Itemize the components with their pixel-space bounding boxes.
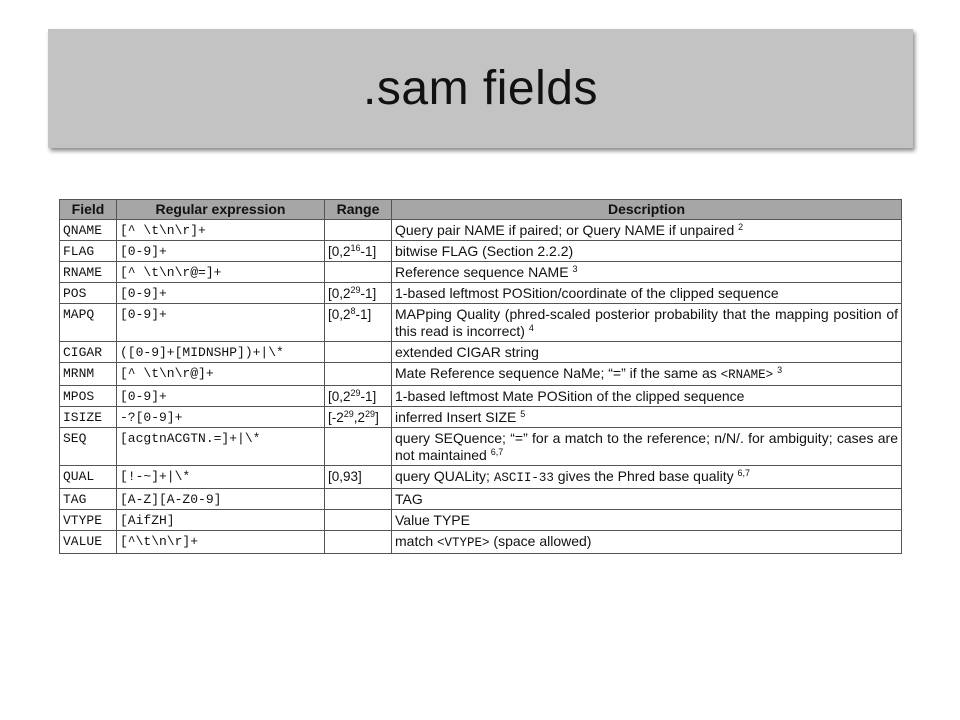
range-exponent: 29 [350, 388, 361, 398]
field-name: POS [60, 283, 117, 304]
field-regex: [acgtnACGTN.=]+|\* [117, 428, 325, 466]
field-description [392, 262, 902, 283]
title-banner [48, 29, 913, 148]
field-regex: ([0-9]+[MIDNSHP])+|\* [117, 342, 325, 363]
range-tail: -1] [355, 307, 372, 322]
field-range [325, 262, 392, 283]
header-range: Range [325, 200, 392, 220]
table-row [60, 510, 902, 531]
table-row [60, 466, 902, 489]
header-field: Field [60, 200, 117, 220]
field-range [325, 386, 392, 407]
range-tail: -1] [360, 244, 377, 259]
range-base: [0,2 [328, 286, 351, 301]
description-text: query QUALity; [395, 468, 494, 484]
field-regex: [^ \t\n\r@]+ [117, 363, 325, 386]
range-tail: ] [375, 410, 379, 425]
field-range [325, 428, 392, 466]
description-text: inferred Insert SIZE [395, 409, 517, 425]
field-name: SEQ [60, 428, 117, 466]
description-text: gives the Phred base quality [553, 468, 734, 484]
range-tail: -1] [360, 286, 377, 301]
field-name: MPOS [60, 386, 117, 407]
footnote-ref: 2 [738, 222, 744, 232]
description-code: <VTYPE> [437, 536, 490, 550]
description-code: <RNAME> [720, 368, 774, 382]
field-name: VALUE [60, 531, 117, 554]
range-tail: -1] [360, 389, 377, 404]
field-range [325, 407, 392, 428]
table-row [60, 407, 902, 428]
footnote-ref: 3 [777, 365, 783, 375]
table-row [60, 220, 902, 241]
field-range [325, 241, 392, 262]
field-description: bitwise FLAG (Section 2.2.2) [392, 241, 902, 262]
table-row [60, 262, 902, 283]
description-text: (space allowed) [489, 533, 592, 549]
field-range: [0,93] [325, 466, 392, 489]
range-exponent: 29 [365, 409, 376, 419]
field-name: QUAL [60, 466, 117, 489]
field-regex: -?[0-9]+ [117, 407, 325, 428]
range-exponent: 29 [350, 285, 361, 295]
description-text: MAPping Quality (phred-scaled posterior probability that the mapping position of this read is incorrect) [395, 306, 898, 339]
footnote-ref: 6,7 [737, 468, 751, 478]
header-description: Description [392, 200, 902, 220]
field-description: extended CIGAR string [392, 342, 902, 363]
description-text: query SEQuence; “=” for a match to the reference; n/N/. for ambiguity; cases are not maintained [395, 430, 898, 463]
field-name: FLAG [60, 241, 117, 262]
table-row [60, 428, 902, 466]
field-description [392, 220, 902, 241]
footnote-ref: 3 [572, 264, 578, 274]
field-name: RNAME [60, 262, 117, 283]
field-range [325, 510, 392, 531]
field-regex: [A-Z][A-Z0-9] [117, 489, 325, 510]
table-row [60, 241, 902, 262]
table-row [60, 342, 902, 363]
description-text: Query pair NAME if paired; or Query NAME if unpaired [395, 222, 735, 238]
table-row [60, 531, 902, 554]
table-row [60, 386, 902, 407]
field-regex: [^\t\n\r]+ [117, 531, 325, 554]
field-range [325, 283, 392, 304]
sam-fields-table [59, 199, 902, 554]
field-description [392, 428, 902, 466]
field-regex: [0-9]+ [117, 241, 325, 262]
field-name: ISIZE [60, 407, 117, 428]
field-description [392, 531, 902, 554]
table-row [60, 304, 902, 342]
field-name: TAG [60, 489, 117, 510]
field-regex: [^ \t\n\r]+ [117, 220, 325, 241]
field-regex: [AifZH] [117, 510, 325, 531]
table-header-row [60, 200, 902, 220]
description-text: Reference sequence NAME [395, 264, 569, 280]
field-regex: [^ \t\n\r@=]+ [117, 262, 325, 283]
range-exponent: 8 [350, 306, 356, 316]
table-row [60, 283, 902, 304]
field-name: CIGAR [60, 342, 117, 363]
field-range [325, 531, 392, 554]
range-exponent: 16 [350, 243, 361, 253]
field-regex: [!-~]+|\* [117, 466, 325, 489]
slide-title: .sam fields [363, 62, 598, 115]
field-name: MAPQ [60, 304, 117, 342]
footnote-ref: 6,7 [490, 447, 504, 457]
field-range [325, 220, 392, 241]
table-row [60, 363, 902, 386]
field-range [325, 342, 392, 363]
field-description: Value TYPE [392, 510, 902, 531]
field-range [325, 363, 392, 386]
description-text: Mate Reference sequence NaMe; “=” if the same as [395, 365, 721, 381]
footnote-ref: 5 [520, 409, 526, 419]
range-base: [0,2 [328, 307, 351, 322]
description-text: match [395, 533, 438, 549]
table-row [60, 489, 902, 510]
field-name: QNAME [60, 220, 117, 241]
footnote-ref: 4 [528, 323, 534, 333]
range-exponent: 29 [343, 409, 354, 419]
field-description [392, 407, 902, 428]
header-regex: Regular expression [117, 200, 325, 220]
field-regex: [0-9]+ [117, 304, 325, 342]
range-base: [0,2 [328, 389, 351, 404]
field-name: VTYPE [60, 510, 117, 531]
range-mid: ,2 [353, 410, 366, 425]
field-description: 1-based leftmost Mate POSition of the clipped sequence [392, 386, 902, 407]
range-base: [0,2 [328, 244, 351, 259]
field-regex: [0-9]+ [117, 386, 325, 407]
field-description [392, 466, 902, 489]
field-regex: [0-9]+ [117, 283, 325, 304]
range-base: [-2 [328, 410, 344, 425]
field-description [392, 304, 902, 342]
field-range [325, 489, 392, 510]
field-description: TAG [392, 489, 902, 510]
field-description [392, 363, 902, 386]
description-code: ASCII-33 [493, 471, 554, 485]
field-name: MRNM [60, 363, 117, 386]
field-range [325, 304, 392, 342]
field-description: 1-based leftmost POSition/coordinate of the clipped sequence [392, 283, 902, 304]
